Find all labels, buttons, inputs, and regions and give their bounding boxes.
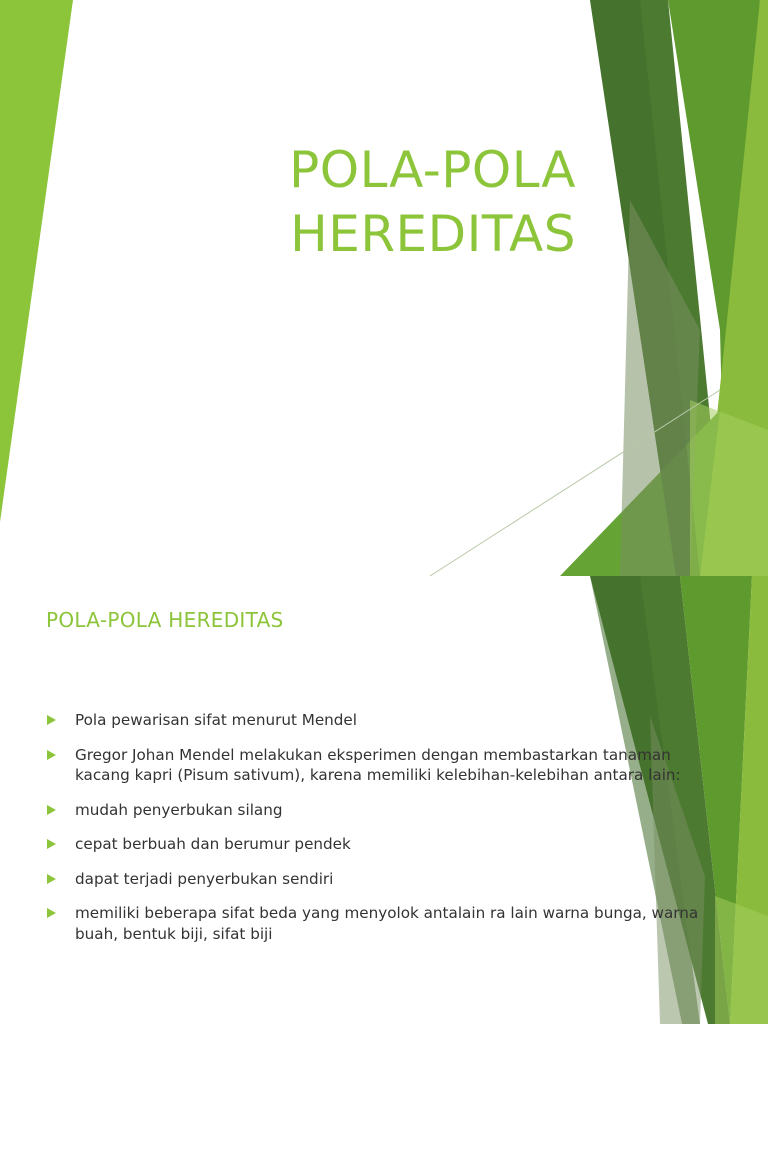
triangle-bullet-icon (47, 908, 56, 918)
list-item-text: cepat berbuah dan berumur pendek (75, 835, 351, 853)
list-item-text: Pola pewarisan sifat menurut Mendel (75, 711, 357, 729)
list-item (46, 903, 706, 944)
list-item (46, 710, 706, 731)
slide2-title: POLA-POLA HEREDITAS (46, 608, 284, 632)
list-item (46, 834, 706, 855)
list-item (46, 745, 706, 786)
list-item-text: memiliki beberapa sifat beda yang menyolok antalain ra lain warna bunga, warna buah, bentuk biji, sifat biji (75, 904, 699, 943)
list-item (46, 800, 706, 821)
slide1-title-line1: POLA-POLA (289, 141, 576, 199)
triangle-bullet-icon (47, 805, 56, 815)
content-slide (0, 576, 768, 1152)
list-item-text: dapat terjadi penyerbukan sendiri (75, 869, 334, 888)
slide1-title-line2: HEREDITAS (290, 205, 576, 263)
triangle-bullet-icon (47, 839, 56, 849)
slide1-title (240, 138, 576, 266)
triangle-bullet-icon (47, 715, 56, 725)
list-item-text: Gregor Johan Mendel melakukan eksperimen dengan membastarkan tanaman kacang kapri (Pisum sativum), karena memiliki kelebihan-kelebihan antara lain: (75, 745, 681, 784)
triangle-bullet-icon (47, 874, 56, 884)
bullet-list (46, 710, 706, 958)
triangle-bullet-icon (47, 750, 56, 760)
list-item (46, 869, 706, 890)
list-item-text: mudah penyerbukan silang (75, 800, 283, 819)
